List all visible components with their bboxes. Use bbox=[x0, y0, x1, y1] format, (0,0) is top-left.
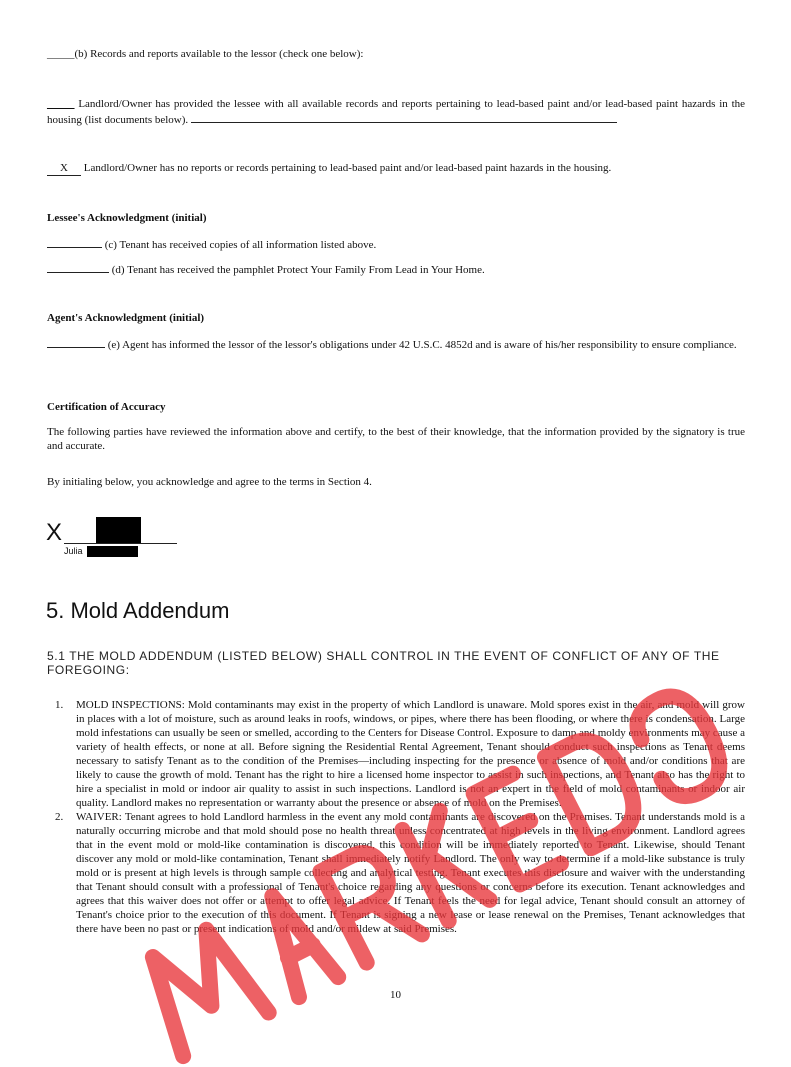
waiver-text: WAIVER: Tenant agrees to hold Landlord harmless in the event any mold contaminants are discovered on the Premises. Tenant understands mold is a naturally occurring microbe and that mold should pose no health threat unless concentrated at high levels in the living environment. Landlord agrees that in the event mold or mold-like contamination is discovered, this condition will be immediately reported to Tenant. Likewise, should Tenant discover any mold or mold-like contamination, Tenant shall immediately notify Landlord. The only way to determine if a mold-like substance is truly mold or is present at high levels is through sample collecting and analytical testing. Tenant executes this disclosure and waiver with the understanding that Tenant should consult with a professional of Tenant's choice regarding any questions or concerns before its execution. Tenant acknowledges and agrees that this waiver does not offer or attempt to offer legal advice. If Tenant feels the need for legal advice, Tenant should consult an attorney of Tenant's choice prior to the execution of this document. If Tenant is signing a new lease or lease renewal on the Premises, Tenant acknowledges that there have been no past or present indications of mold and/or mildew at said Premises. bbox=[76, 811, 745, 935]
records-option-provided bbox=[47, 97, 745, 127]
lessee-d-text: (d) Tenant has received the pamphlet Protect Your Family From Lead in Your Home. bbox=[111, 264, 485, 276]
records-option-provided-blank: _____ bbox=[47, 98, 75, 110]
list-item bbox=[47, 698, 745, 810]
redacted-signer-surname bbox=[87, 546, 138, 557]
agent-e-text: (e) Agent has informed the lessor of the lessor's obligations under 42 U.S.C. 4852d and is aware of his/her responsibility to ensure compliance. bbox=[107, 339, 737, 351]
records-option-provided-text: Landlord/Owner has provided the lessee with all available records and reports pertaining to lead-based paint and/or lead-based paint hazards in the housing (list documents below). bbox=[47, 98, 746, 126]
records-option-none-mark[interactable]: X bbox=[47, 161, 81, 176]
certification-heading: Certification of Accuracy bbox=[47, 401, 166, 413]
certification-initial-text: By initialing below, you acknowledge and agree to the terms in Section 4. bbox=[47, 476, 372, 488]
records-option-none bbox=[47, 161, 611, 176]
lessee-d-line bbox=[47, 261, 485, 277]
list-item-number: 1. bbox=[55, 699, 64, 711]
section-5-title: 5. Mold Addendum bbox=[46, 598, 230, 623]
records-b-line: _____(b) Records and reports available to the lessor (check one below): bbox=[47, 48, 364, 60]
records-option-none-text: Landlord/Owner has no reports or records pertaining to lead-based paint and/or lead-based paint hazards in the housing. bbox=[83, 162, 612, 174]
list-item-number: 2. bbox=[55, 811, 64, 823]
lessee-c-initial-blank[interactable] bbox=[47, 236, 102, 248]
redacted-signature bbox=[96, 517, 141, 543]
lessee-c-line bbox=[47, 236, 376, 252]
lessee-c-text: (c) Tenant has received copies of all information listed above. bbox=[104, 239, 377, 251]
section-5-1-subtitle: 5.1 THE MOLD ADDENDUM (LISTED BELOW) SHALL CONTROL IN THE EVENT OF CONFLICT OF ANY OF THE FOREGOING: bbox=[47, 649, 720, 677]
agent-e-initial-blank[interactable] bbox=[47, 336, 105, 348]
mold-items-list bbox=[47, 698, 745, 936]
signer-name: Julia bbox=[64, 546, 83, 556]
agent-heading: Agent's Acknowledgment (initial) bbox=[47, 312, 205, 324]
signature-x-mark: X bbox=[46, 519, 63, 546]
page-number: 10 bbox=[390, 989, 401, 1001]
lessee-heading: Lessee's Acknowledgment (initial) bbox=[47, 212, 207, 224]
certification-text: The following parties have reviewed the information above and certify, to the best of their knowledge, that the information provided by the signatory is true and accurate. bbox=[47, 426, 745, 452]
agent-e-line bbox=[47, 336, 745, 352]
signature-line[interactable] bbox=[64, 543, 177, 544]
mold-inspections-text: MOLD INSPECTIONS: Mold contaminants may exist in the property of which Landlord is unaware. Mold spores exist in the air, and mold will grow in places with a lot of moisture, such as around leaks in roofs, windows, or pipes, where there has been flooding, or where there is condensation. Large mold infestations can usually be seen or smelled, according to the Centers for Disease Control. Exposure to damp and moldy environments may cause a variety of health effects, or none at all. Before signing the Residential Rental Agreement, Tenant should conduct such inspections as Tenant deems necessary to satisfy Tenant as to the condition of the Premises—including inspecting for the presence or absence of mold and/or conditions that are likely to cause the growth of mold. Tenant has the right to hire a licensed home inspector to assist in such inspections, and Tenant also has the right to hire a specialist in mold or indoor air quality to assist in such inspections. Landlord is not an expert in the field of mold contaminants or indoor air quality. Landlord makes no representation or warranty about the presence or absence of mold on the Premises. bbox=[76, 699, 745, 809]
documents-list-blank[interactable] bbox=[191, 111, 617, 123]
list-item bbox=[47, 810, 745, 936]
lessee-d-initial-blank[interactable] bbox=[47, 261, 109, 273]
